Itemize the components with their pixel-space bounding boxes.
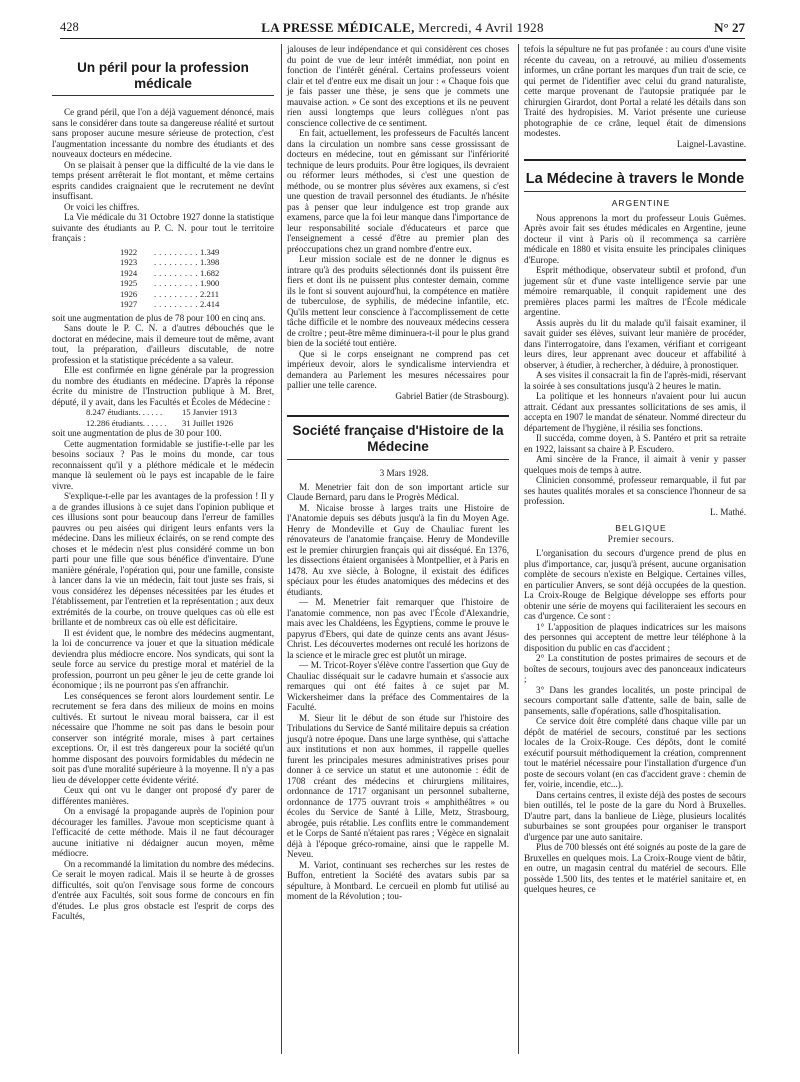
author-signature: Gabriel Batier (de Strasbourg). [395,390,509,401]
paragraph: Clinicien consommé, professeur remarquable, il fut par ses hautes qualités morales et sa conscience l'honneur de sa profession. [524,475,746,506]
paragraph: Ce grand péril, que l'on a déjà vaguement dénoncé, mais sans le considérer dans toute sa dangereuse réalité et surtout sans proposer aucune mesure sérieuse de protection, c'est l'augmentation incessante du nombre des étudiants et des nouveaux docteurs en médecine. [52,107,274,159]
header-rule [60,38,745,39]
paragraph: La Vie médicale du 31 Octobre 1927 donne la statistique suivante des étudiants au P. C. N. pour tout le territoire français : [52,212,274,243]
paragraph: 3° Dans les grandes localités, un poste principal de secours comportant salle d'attente, salle de bain, salle de pansements, salle d'opérations, salle d'hospitalisation. [524,684,746,716]
paragraph: L'organisation du secours d'urgence prend de plus en plus d'importance, car, jusqu'à présent, aucune organisation complète de secours n'existe en Belgique. Certaines villes, en particulier Anvers, se sont déjà occupées de la question. La Croix-Rouge de Belgique développe ses efforts pour obtenir une série de moyens qui faciliteraient les secours en cas d'urgence. Ce sont : [524,548,746,621]
paragraph: soit une augmentation de plus de 30 pour 100. [52,428,222,438]
paragraph: Il est évident que, le nombre des médecins augmentant, la loi de concurrence va jouer et que la situation médicale deviendra plus médiocre encore. Nos syndicats, qui sont la seule force au service du prestige moral et matériel de la profession, pourront un peu gêner le jeu de cette grande loi économique ; ils ne pourront pas s'en affranchir. [52,627,274,690]
stat-row: 1927 .........2.414 [120,299,220,309]
paragraph: La politique et les honneurs n'avaient pour lui aucun attrait. Cédant aux pressantes sollicitations de ses amis, il accepta en 1907 le mandat de sénateur. Nommé directeur du département de l'hygiène, il résilia ses fonctions. [524,391,746,433]
stat-row: 1926 .........2.211 [120,288,220,299]
paragraph: S'explique-t-elle par les avantages de la profession ! Il y a de grandes illusions à ce sujet dans l'opinion publique et ces illusions sont pour beaucoup dans l'erreur de familles pauvres ou peu aisées qui dirigent leurs enfants vers la médecine. Dans les milieux éclairés, on se rend compte des choses et le médecin n'est plus considéré comme un bon parti pour une fille que sous bénéfice d'inventaire. D'une manière générale, l'opération qui, pour une famille, consiste à lancer dans la vie un médecin, fait tout juste ses frais, si vous considérez les dépenses nécessitées par les études et l'établissement, par l'entretien et la représentation ; aux deux extrémités de la courbe, on trouve quelques cas où elle est brillante et de nombreux cas où elle est déficitaire. [52,491,274,627]
paragraph: Ceux qui ont vu le danger ont proposé d'y parer de différentes manières. [52,785,274,806]
paragraph: Que si le corps enseignant ne comprend pas cet impérieux devoir, alors le syndicalisme interviendra et demandera au Parlement les mesures nécessaires pour pallier une telle carence. [287,348,509,390]
issue-date: Mercredi, 4 Avril 1928 [418,20,544,35]
paragraph: Elle est confirmée en ligne générale par la progression du nombre des étudiants en médecine. D'après la réponse écrite du ministre de l'Instruction publique à M. Bret, député, il y avait, dans les Facultés et Écoles de Médecine : [52,365,274,407]
paragraph: Leur mission sociale est de ne donner le dignus es intrare qu'à des produits sélectionnés dont ils puissent être fiers et dont ils ne puissent plus contester demain, comme ils le font si souvent aujourd'hui, la compétence en matière de tuberculose, de syphilis, de médecine infantile, etc. Qu'ils mettent leur conscience à l'accomplissement de cette tâche difficile et le nombre des nouveaux médecins cessera de croître ; peut-être même diminuera-t-il pour le plus grand bien de la société tout entière. [287,254,509,348]
column-1 [52,44,274,922]
paragraph: Les conséquences se feront alors lourdement sentir. Le recrutement se fera dans des milieux de moins en moins cultivés. Et surtout le niveau moral baissera, car il est nécessaire que l'homme ne soit pas dans le besoin pour conserver son intégrité morale, mises à part certaines exceptions. Or, il est très dangereux pour la société qu'un homme disposant des pouvoirs formidables du médecin ne soit pas d'une moralité supérieure à la moyenne. Il n'y a pas lieu de développer cette évidente vérité. [52,690,274,785]
paragraph: jalouses de leur indépendance et qui considèrent ces choses du point de vue de leur intérêt immédiat, non point en fonction de l'intérêt général. Certains professeurs voient clair et tel d'entre eux me disait un jour : « Chaque fois que je fais passer une thèse, je sens que je commets une mauvaise action. » Ce sont des exceptions et ils ne peuvent rien aussi longtemps que leurs collègues n'ont pas conscience collective de ce sentiment. [287,44,509,128]
article-title: Un péril pour la profession médicale [77,60,249,91]
paragraph: Nous apprenons la mort du professeur Louis Guëmes. Après avoir fait ses études médicales en Argentine, jeune docteur il vint à Paris où il recommença sa carrière médicale en 1880 et visita ensuite les principales cliniques d'Europe. [524,212,746,265]
paragraph: En fait, actuellement, les professeurs de Facultés lancent dans la circulation un nombre sans cesse grossissant de docteurs en médecine, tout en gémissant sur l'infériorité technique de leurs produits. Pour être logiques, ils devraient ou réformer leurs méthodes, si c'est une question de méthode, ou se montrer plus sévères aux examens, si c'est une question de travail personnel des étudiants. Je n'hésite pas à penser que leur indulgence est trop grande aux examens, parce que la foi leur manque dans l'importance de leur responsabilité sociale d'éducateurs et parce que l'enseignement a cessé d'être au premier plan des préoccupations chez un grand nombre d'entre eux. [287,128,509,254]
country-heading: ARGENTINE [611,198,671,208]
paragraph: Ce service doit être complété dans chaque ville par un dépôt de matériel de secours, constitué par les sections locales de la Croix-Rouge. Ces dépôts, dont le comité exécutif poursuit méthodiquement la création, comprennent tout le matériel nécessaire pour l'installation d'urgence d'un poste de secours volant (en cas d'accident grave : chemin de fer, voirie, incendie, etc...). [524,716,746,789]
journal-title: LA PRESSE MÉDICALE, [261,20,415,35]
paragraph: Sans doute le P. C. N. a d'autres débouchés que le doctorat en médecine, mais il demeure tout de même, avant tout, la préparation, d'ailleurs discutable, de notre profession et la statistique précédente a sa valeur. [52,323,274,365]
column-divider [518,44,519,1054]
paragraph: M. Nicaise brosse à larges traits une Histoire de l'Anatomie depuis ses débuts jusqu'à la fin du Moyen Age. Henry de Mondeville et Guy de Chauliac furent les rénovateurs de l'anatomie française. Henry de Mondeville est le premier chirurgien français qui ait disséqué. En 1376, les dissections étaient organisées à Montpellier, et à Paris en 1478. Au xve siècle, à Bologne, il existait des édifices spéciaux pour les études anatomiques des médecins et des étudiants. [287,502,509,597]
paragraph: Ami sincère de la France, il aimait à venir y passer quelques mois de temps à autre. [524,454,746,475]
country-heading: BELGIQUE [615,523,667,533]
stat-row: 1922 .........1.349 [120,246,220,257]
stat-row: 12.286 étudiants. . . . . . 31 Juillet 1926 [86,417,234,428]
author-signature: Laignel-Lavastine. [676,138,746,149]
paragraph: Plus de 700 blessés ont été soignés au poste de la gare de Bruxelles en quelques mois. La Croix-Rouge vient de bâtir, en outre, un magasin central du matériel de secours. Elle possède 1.500 lits, des tentes et le matériel sanitaire et, en quelques heures, ce [524,842,746,894]
column-2 [287,44,509,902]
stat-row: 1925 .........1.900 [120,278,220,288]
paragraph: M. Sieur lit le début de son étude sur l'histoire des Tribulations du Service de Santé militaire depuis sa création jusqu'à notre époque. Dans une large synthèse, qui s'attache aux institutions et non aux hommes, il rappelle quelles furent les principales mesures administratives prises pour donner à ce service un statut et une autonomie : édit de 1708 créant des médecins et chirurgiens militaires, ordonnance de 1717 organisant un personnel subalterne, ordonnance de 1775 ouvrant trois « amphithéâtres » ou écoles du Service de Santé à Lille, Metz, Strasbourg, abrogée, puis rétablie. Les conflits entre le commandement et le Corps de Santé n'étaient pas rares ; Végèce en signalait déjà à l'époque gréco-romaine, ainsi que le rappelle M. Neveu. [287,712,509,859]
stat-row: 8.247 étudiants. . . . . . 15 Janvier 1913 [86,407,237,417]
stat-row: 1924 .........1.682 [120,267,220,278]
paragraph: Il succéda, comme doyen, à S. Pantéro et prit sa retraite en 1922, laissant sa chaire à P. Escudero. [524,433,746,454]
paragraph: 1° L'apposition de plaques indicatrices sur les maisons des personnes qui acceptent de mettre leur téléphone à la disposition du public en cas d'accident ; [524,621,746,653]
author-signature: L. Mathé. [710,506,746,517]
paragraph: tefois la sépulture ne fut pas profanée : au cours d'une visite récente du caveau, on a retrouvé, au milieu d'ossements informes, un crâne portant les marques d'un trait de scie, ce qui permet de l'identifier avec celui du grand naturaliste, cette marque provenant de l'autopsie pratiquée par le chirurgien Girardot, dont Portal a relaté les détails dans son Traité des hydropisies. M. Variot présente une curieuse photographie de ce crâne, lequel était de dimensions modestes. [524,44,746,138]
paragraph: 2° La constitution de postes primaires de secours et de boîtes de secours, toujours avec des panonceaux indicateurs ; [524,653,746,684]
meeting-date: 3 Mars 1928. [379,468,429,478]
section-title: La Médecine à travers le Monde [525,171,745,187]
page-number: 428 [60,20,79,34]
column-divider [281,44,282,1054]
paragraph: A ses visites il consacrait la fin de l'après-midi, réservant la soirée à ses consultations jusqu'à 2 heures le matin. [524,370,746,391]
paragraph: Assis auprès du lit du malade qu'il faisait examiner, il savait guider ses élèves, suivant leur manière de procéder, dans l'interrogatoire, dans l'examen, vérifiant et corrigeant leurs dires, leur apprenant avec douceur et affabilité à observer, à étudier, à rechercher, à déduire, à pronostiquer. [524,317,746,370]
paragraph: Dans certains centres, il existe déjà des postes de secours bien outillés, tel le poste de la gare du Nord à Bruxelles. D'autre part, dans la banlieue de Liège, plusieurs localités suburbaines se sont groupées pour organiser le transport d'urgence par une auto sanitaire. [524,789,746,842]
paragraph: On a recommandé la limitation du nombre des médecins. Ce serait le moyen radical. Mais il se heurte à de grosses difficultés, soit qu'on l'envisage sous forme de concours d'entrée aux Facultés, soit sous forme de concours en fin d'études. Le plus gros obstacle est l'esprit de corps des Facultés, [52,858,274,921]
paragraph: Or voici les chiffres. [64,201,140,212]
column-3 [524,44,746,895]
paragraph: On se plaisait à penser que la difficulté de la vie dans le temps présent arrêterait le flot montant, et même certains esprits candides craignaient que le recrutement ne devînt insuffisant. [52,159,274,201]
subsection-heading: Premier secours. [607,533,675,544]
section-title: Société française d'Histoire de la Médecine [292,423,504,454]
masthead [60,20,745,36]
paragraph: M. Menetrier fait don de son important article sur Claude Bernard, paru dans le Progrès Médical. [287,481,509,502]
page-header [60,20,745,38]
student-stats-table [52,247,274,310]
paragraph: soit une augmentation de plus de 78 pour 100 en cinq ans. [52,312,266,323]
faculty-stats-table [52,407,274,428]
paragraph: Cette augmentation formidable se justifie-t-elle par les besoins sociaux ? Pas le moins du monde, car tous reconnaissent qu'il y a pléthore médicale et le médecin manque là seulement où le pays est incapable de le faire vivre. [52,438,274,491]
paragraph: — M. Tricot-Royer s'élève contre l'assertion que Guy de Chauliac disséquait sur le cadavre humain et s'associe aux remarques qui ont été faites à ce sujet par M. Wickersheimer dans la préface des Commentaires de la Faculté. [287,660,509,712]
issue-number: N° 27 [714,20,745,35]
paragraph: Esprit méthodique, observateur subtil et profond, d'un jugement sûr et d'une vaste intelligence servie par une mémoire remarquable, il conquit rapidement une des premières places parmi les maîtres de l'École médicale argentine. [524,265,746,317]
stat-row: 1923 .........1.398 [120,257,220,267]
paragraph: On a envisagé la propagande auprès de l'opinion pour décourager les familles. J'avoue mon scepticisme quant à l'efficacité de cette méthode. Mais il ne faut décourager aucune initiative ni dédaigner aucun moyen, même médiocre. [52,806,274,858]
paragraph: M. Variot, continuant ses recherches sur les restes de Buffon, entretient la Société des avatars subis par sa sépulture, à Montbard. Le cercueil en plomb fut utilisé au moment de la Révolution ; tou- [287,859,509,901]
paragraph: — M. Menetrier fait remarquer que l'histoire de l'anatomie commence, non pas avec l'École d'Alexandrie, mais avec les Chaldéens, les Égyptiens, comme le prouve le papyrus d'Ebers, qui date de quinze cents ans avant Jésus-Christ. Les découvertes modernes ont reculé les horizons de la science et le miracle grec est plutôt un mirage. [287,597,509,660]
